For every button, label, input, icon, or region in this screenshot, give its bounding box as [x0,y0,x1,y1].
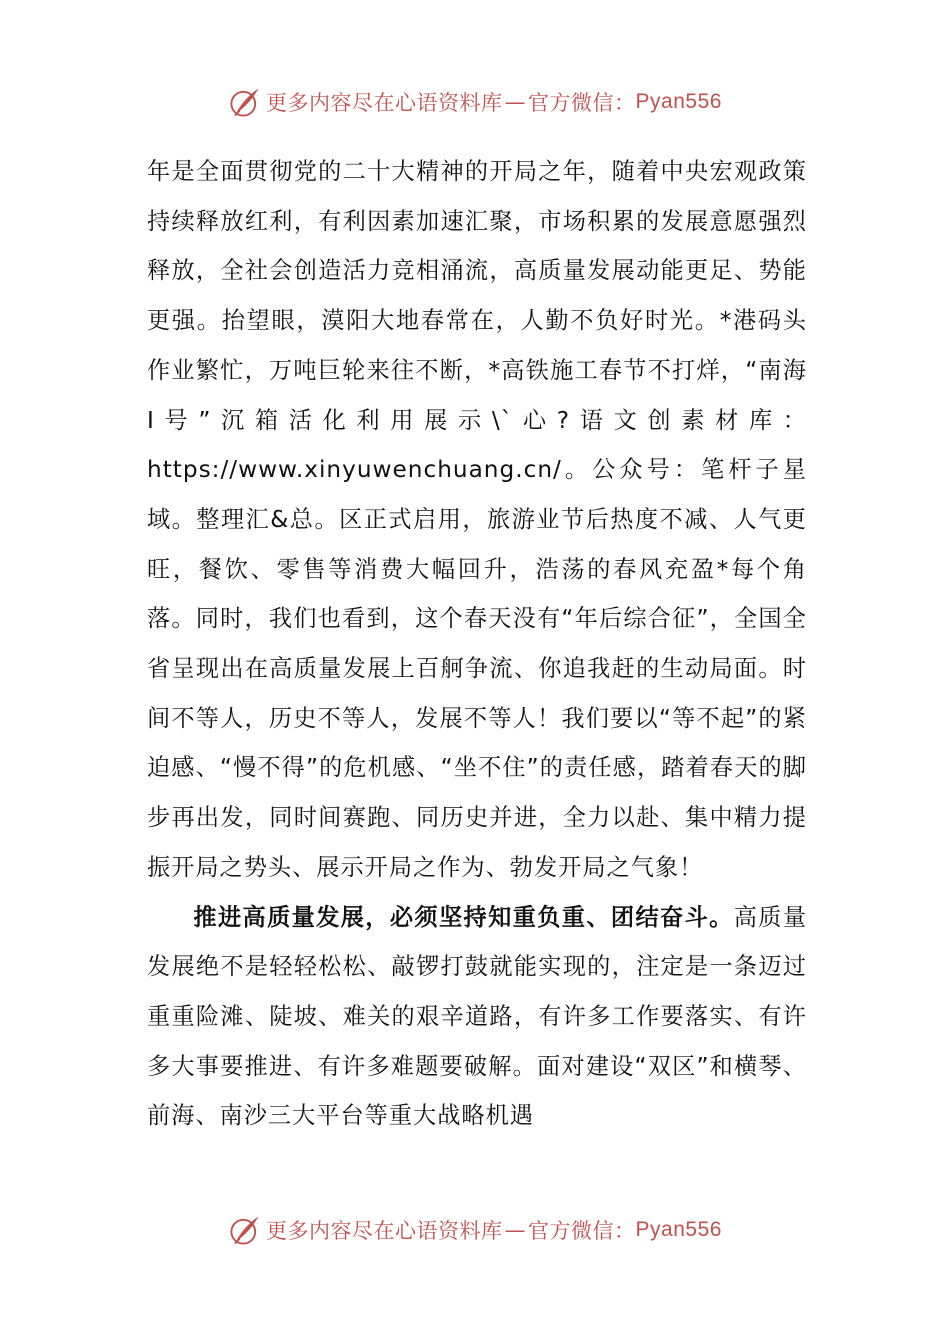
document-body [147,147,807,1141]
banner-brand-text: 更多内容尽在心语资料库 [266,1219,503,1243]
feather-pen-circle-icon [228,1213,262,1247]
banner-separator: — [504,1218,527,1242]
banner-wechat-id: Pyan556 [635,90,722,113]
header-banner [0,80,950,124]
banner-separator: — [504,90,527,114]
banner-wechat-label: 官方微信： [528,1219,636,1243]
paragraph-2-lead: 推进高质量发展，必须坚持知重负重、团结奋斗。 [193,903,734,931]
banner-wechat-id: Pyan556 [635,1218,722,1241]
paragraph-1: 年是全面贯彻党的二十大精神的开局之年，随着中央宏观政策持续释放红利，有利因素加速汇聚，市场积累的发展意愿强烈释放，全社会创造活力竞相涌流，高质量发展动能更足、势能更强。抬望眼，漠阳大地春常在，人勤不负好时光。*港码头作业繁忙，万吨巨轮来往不断，*高铁施工春节不打烊，“南海Ⅰ号”沉箱活化利用展示\`心?语文创素材库：https://www.xinyuwenchuang.cn/。公众号：笔杆子星域。整理汇&总。区正式启用，旅游业节后热度不减、人气更旺，餐饮、零售等消费大幅回升，浩荡的春风充盈*每个角落。同时，我们也看到，这个春天没有“年后综合征”，全国全省呈现出在高质量发展上百舸争流、你追我赶的生动局面。时间不等人，历史不等人，发展不等人！我们要以“等不起”的紧迫感、“慢不得”的危机感、“坐不住”的责任感，踏着春天的脚步再出发，同时间赛跑、同历史并进，全力以赴、集中精力提振开局之势头、展示开局之作为、勃发开局之气象！ [147,158,807,881]
banner-brand-text: 更多内容尽在心语资料库 [266,91,503,115]
feather-pen-circle-icon [228,85,262,119]
banner-wechat-label: 官方微信： [528,91,636,115]
paragraph-2 [147,893,807,1142]
footer-banner [0,1208,950,1252]
paragraph-2-body: 高质量发展绝不是轻轻松松、敲锣打鼓就能实现的，注定是一条迈过重重险滩、陡坡、难关的艰辛道路，有许多工作要落实、有许多大事要推进、有许多难题要破解。面对建设“双区”和横琴、前海、南沙三大平台等重大战略机遇 [147,903,808,1130]
